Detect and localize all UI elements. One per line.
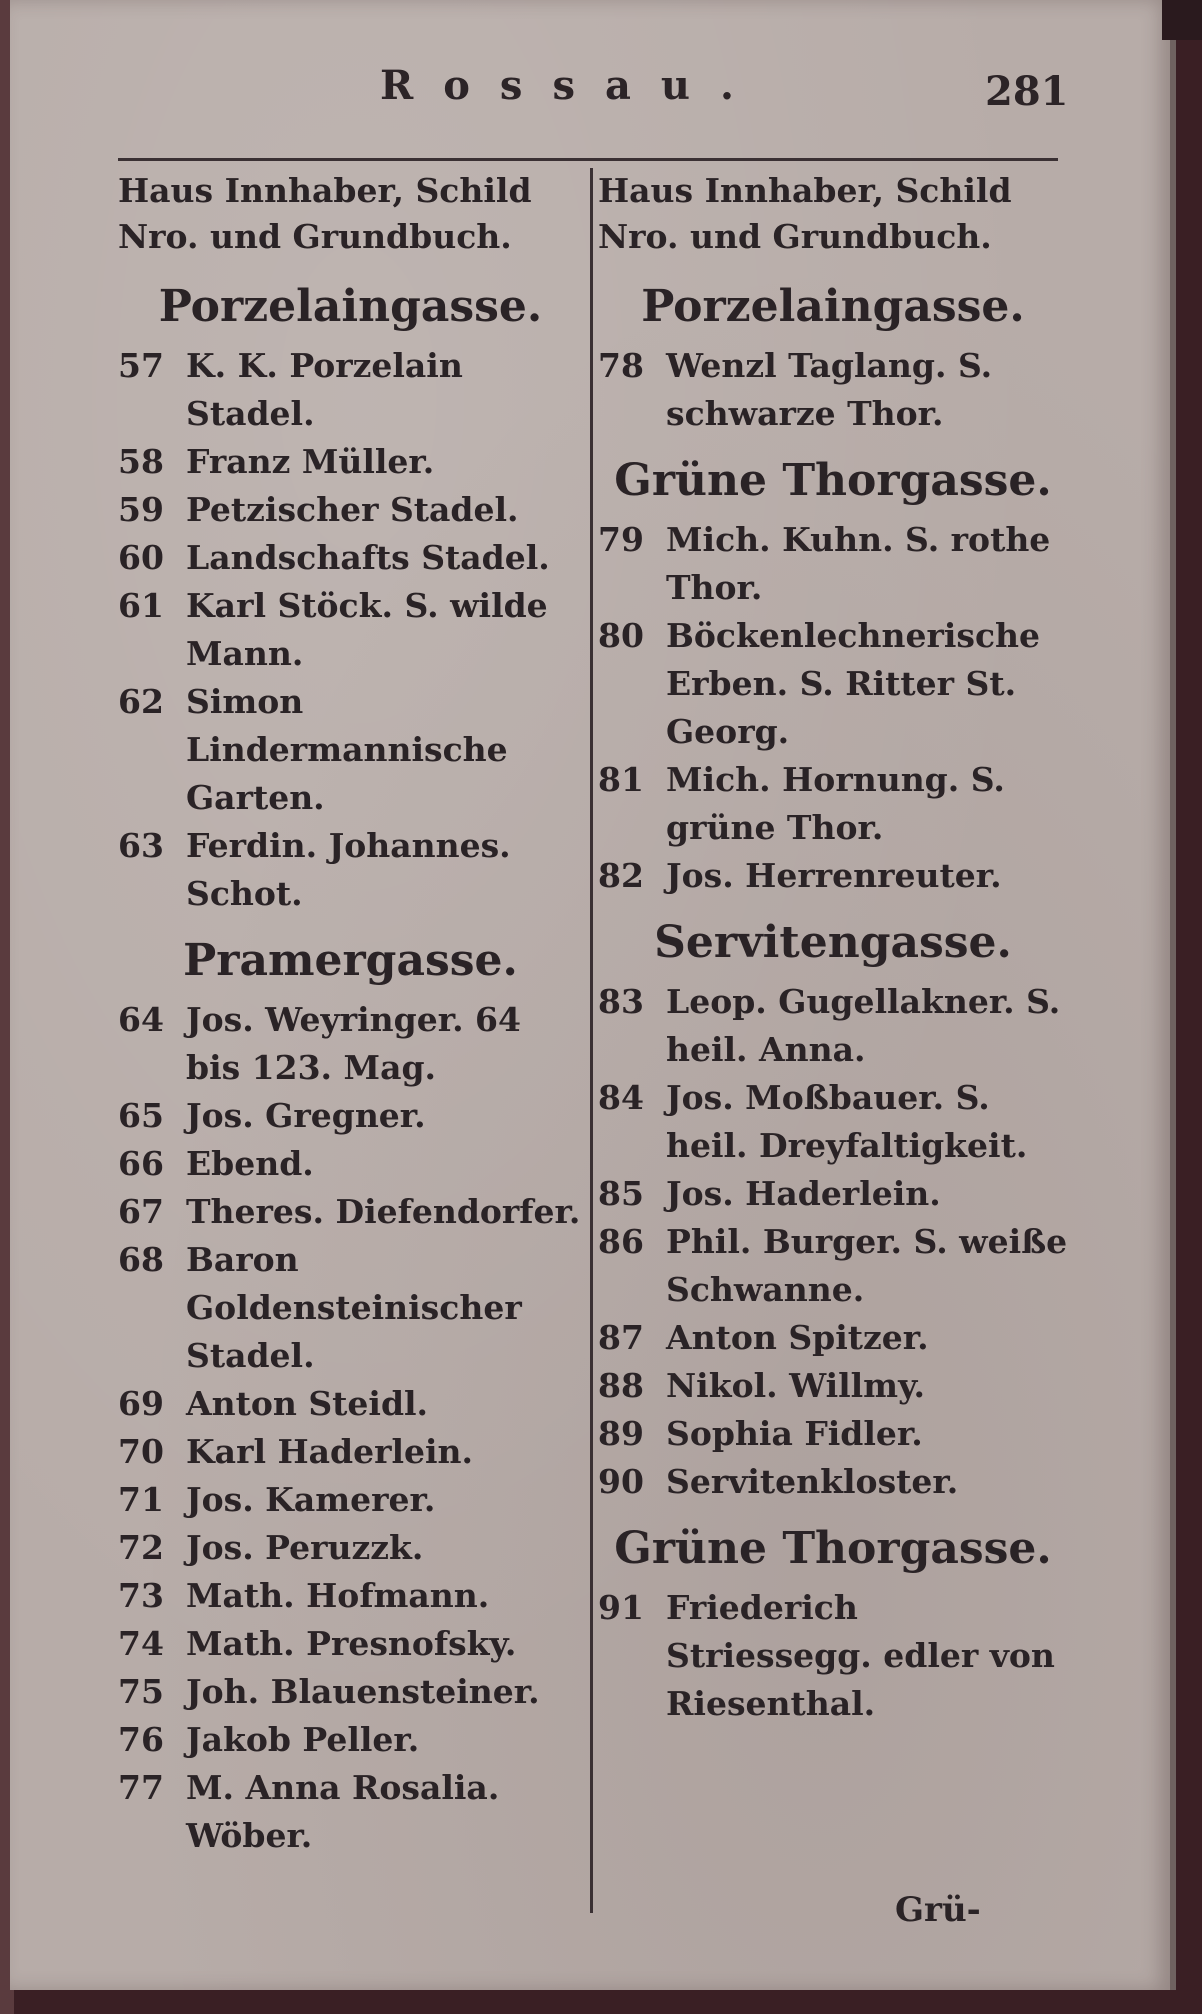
- house-entry: [118, 342, 583, 438]
- column-header-line1: Haus Innhaber, Schild: [598, 171, 1012, 210]
- owner-and-sign: Math. Presnofsky.: [186, 1624, 517, 1663]
- house-number: 60: [118, 538, 164, 577]
- house-number: 83: [598, 982, 644, 1021]
- house-number: 72: [118, 1528, 164, 1567]
- column-header-line2: Nro. und Grundbuch.: [118, 217, 512, 256]
- street-heading: Pramergasse.: [183, 935, 518, 986]
- street-heading: Grüne Thorgasse.: [614, 1523, 1052, 1574]
- house-entry: [118, 1716, 583, 1764]
- house-number: 80: [598, 616, 644, 655]
- house-number: 74: [118, 1624, 164, 1663]
- house-number: 64: [118, 1000, 164, 1039]
- street-heading: Porzelaingasse.: [158, 281, 543, 332]
- right-column: [598, 168, 1068, 1728]
- owner-and-sign: Karl Stöck. S. wilde Mann.: [186, 586, 548, 673]
- street-heading: Grüne Thorgasse.: [614, 455, 1052, 506]
- page-number: 281: [985, 68, 1069, 115]
- owner-and-sign: Anton Spitzer.: [666, 1318, 929, 1357]
- column-separator: [590, 168, 593, 1913]
- house-entry: [598, 756, 1068, 852]
- owner-and-sign: Ebend.: [186, 1144, 314, 1183]
- house-entry: [598, 612, 1068, 756]
- house-number: 82: [598, 856, 644, 895]
- house-number: 76: [118, 1720, 164, 1759]
- house-number: 69: [118, 1384, 164, 1423]
- owner-and-sign: Wenzl Taglang. S. schwarze Thor.: [666, 346, 993, 433]
- house-number: 90: [598, 1462, 644, 1501]
- house-entry: [598, 852, 1068, 900]
- right-column-header: [598, 168, 1068, 264]
- house-entry: [118, 1140, 583, 1188]
- house-entry: [118, 1524, 583, 1572]
- left-column: [118, 168, 583, 1860]
- owner-and-sign: Mich. Kuhn. S. rothe Thor.: [666, 520, 1051, 607]
- street-heading: Servitengasse.: [654, 917, 1012, 968]
- owner-and-sign: Jos. Herrenreuter.: [666, 856, 1002, 895]
- house-entry: [598, 1584, 1068, 1728]
- house-number: 57: [118, 346, 164, 385]
- owner-and-sign: Jos. Moßbauer. S. heil. Dreyfaltigkeit.: [666, 1078, 1028, 1165]
- house-number: 68: [118, 1240, 164, 1279]
- house-number: 65: [118, 1096, 164, 1135]
- page-corner-shadow: [1162, 0, 1202, 40]
- column-header-line2: Nro. und Grundbuch.: [598, 217, 992, 256]
- owner-and-sign: Nikol. Willmy.: [666, 1366, 925, 1405]
- house-number: 79: [598, 520, 644, 559]
- house-entry: [118, 534, 583, 582]
- house-entry: [598, 1458, 1068, 1506]
- owner-and-sign: M. Anna Rosalia. Wöber.: [186, 1768, 500, 1855]
- house-number: 78: [598, 346, 644, 385]
- right-column-entries: [598, 278, 1068, 1728]
- owner-and-sign: Sophia Fidler.: [666, 1414, 923, 1453]
- house-number: 67: [118, 1192, 164, 1231]
- owner-and-sign: Jos. Haderlein.: [666, 1174, 941, 1213]
- house-entry: [118, 1092, 583, 1140]
- owner-and-sign: Mich. Hornung. S. grüne Thor.: [666, 760, 1005, 847]
- house-entry: [598, 1074, 1068, 1170]
- house-entry: [118, 1236, 583, 1380]
- owner-and-sign: Karl Haderlein.: [186, 1432, 474, 1471]
- left-column-entries: [118, 278, 583, 1860]
- owner-and-sign: Servitenkloster.: [666, 1462, 959, 1501]
- house-entry: [118, 822, 583, 918]
- house-number: 81: [598, 760, 644, 799]
- house-entry: [118, 1476, 583, 1524]
- house-number: 70: [118, 1432, 164, 1471]
- house-entry: [118, 1188, 583, 1236]
- house-number: 63: [118, 826, 164, 865]
- house-number: 59: [118, 490, 164, 529]
- street-heading: Porzelaingasse.: [641, 281, 1025, 332]
- column-header-line1: Haus Innhaber, Schild: [118, 171, 532, 210]
- owner-and-sign: Franz Müller.: [186, 442, 435, 481]
- house-number: 86: [598, 1222, 644, 1261]
- left-column-header: [118, 168, 583, 264]
- owner-and-sign: Leop. Gugellakner. S. heil. Anna.: [666, 982, 1061, 1069]
- owner-and-sign: Simon Lindermannische Garten.: [186, 682, 508, 817]
- house-entry: [118, 678, 583, 822]
- house-number: 89: [598, 1414, 644, 1453]
- running-head: Rossau.: [380, 62, 764, 109]
- owner-and-sign: Jos. Kamerer.: [186, 1480, 436, 1519]
- owner-and-sign: Jakob Peller.: [186, 1720, 420, 1759]
- house-number: 77: [118, 1768, 164, 1807]
- house-number: 84: [598, 1078, 644, 1117]
- house-number: 75: [118, 1672, 164, 1711]
- owner-and-sign: Math. Hofmann.: [186, 1576, 490, 1615]
- house-number: 73: [118, 1576, 164, 1615]
- house-entry: [118, 1668, 583, 1716]
- house-number: 88: [598, 1366, 644, 1405]
- house-number: 71: [118, 1480, 164, 1519]
- house-number: 61: [118, 586, 164, 625]
- house-entry: [118, 1380, 583, 1428]
- house-entry: [118, 438, 583, 486]
- house-entry: [598, 1410, 1068, 1458]
- owner-and-sign: Joh. Blauensteiner.: [186, 1672, 540, 1711]
- house-entry: [598, 1362, 1068, 1410]
- house-entry: [118, 996, 583, 1092]
- house-number: 62: [118, 682, 164, 721]
- house-entry: [118, 1764, 583, 1860]
- owner-and-sign: Jos. Gregner.: [186, 1096, 426, 1135]
- catchword: Grü-: [895, 1890, 981, 1930]
- house-entry: [118, 486, 583, 534]
- house-entry: [118, 1428, 583, 1476]
- house-number: 91: [598, 1588, 644, 1627]
- house-entry: [598, 978, 1068, 1074]
- header-rule: [118, 158, 1058, 161]
- house-entry: [598, 1170, 1068, 1218]
- owner-and-sign: Böckenlechnerische Erben. S. Ritter St. Georg.: [666, 616, 1041, 751]
- house-entry: [598, 516, 1068, 612]
- owner-and-sign: Baron Goldensteinischer Stadel.: [186, 1240, 522, 1375]
- owner-and-sign: Jos. Weyringer. 64 bis 123. Mag.: [186, 1000, 521, 1087]
- house-entry: [598, 342, 1068, 438]
- house-entry: [118, 1572, 583, 1620]
- owner-and-sign: Jos. Peruzzk.: [186, 1528, 424, 1567]
- owner-and-sign: Theres. Diefendorfer.: [186, 1192, 581, 1231]
- owner-and-sign: Ferdin. Johannes. Schot.: [186, 826, 511, 913]
- house-number: 58: [118, 442, 164, 481]
- owner-and-sign: Anton Steidl.: [186, 1384, 429, 1423]
- owner-and-sign: Friederich Striessegg. edler von Riesenthal.: [666, 1588, 1055, 1723]
- house-entry: [118, 1620, 583, 1668]
- house-entry: [598, 1314, 1068, 1362]
- owner-and-sign: Petzischer Stadel.: [186, 490, 519, 529]
- house-entry: [118, 582, 583, 678]
- owner-and-sign: Landschafts Stadel.: [186, 538, 550, 577]
- house-entry: [598, 1218, 1068, 1314]
- owner-and-sign: K. K. Porzelain Stadel.: [186, 346, 463, 433]
- house-number: 85: [598, 1174, 644, 1213]
- house-number: 66: [118, 1144, 164, 1183]
- house-number: 87: [598, 1318, 644, 1357]
- owner-and-sign: Phil. Burger. S. weiße Schwanne.: [666, 1222, 1068, 1309]
